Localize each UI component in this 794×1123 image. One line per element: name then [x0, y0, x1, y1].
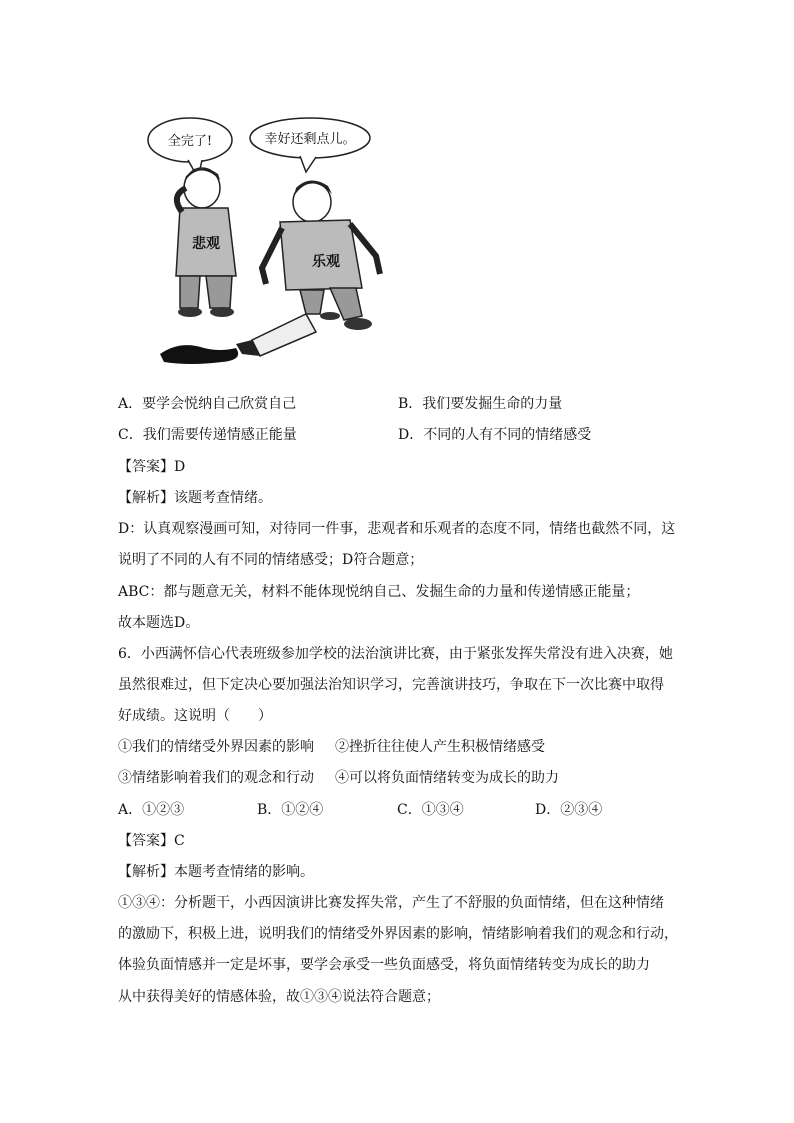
q6-option-d: D．②③④: [535, 802, 603, 818]
q5-answer: 【答案】D: [118, 459, 186, 475]
q6-statement-3: ③情绪影响着我们的观念和行动: [118, 770, 314, 786]
q6-analysis-line-5: 从中获得美好的情感体验，故①③④说法符合题意；: [118, 989, 440, 1005]
q6-analysis-line-1: 【解析】本题考查情绪的影响。: [118, 864, 314, 880]
q6-option-a: A．①②③: [118, 802, 185, 818]
q5-analysis-line-4: ABC：都与题意无关，材料不能体现悦纳自己、发掘生命的力量和传递情感正能量；: [118, 584, 640, 600]
q5-option-b: B．我们要发掘生命的力量: [398, 396, 563, 412]
q5-option-c: C．我们需要传递情感正能量: [118, 427, 297, 443]
q5-option-a: A．要学会悦纳自己欣赏自己: [118, 396, 297, 412]
bubble-right-text: 幸好还剩点儿。: [264, 132, 356, 147]
q6-analysis-line-4: 体验负面情感并一定是坏事，要学会承受一些负面感受，将负面情绪转变为成长的助力: [118, 957, 650, 973]
q5-analysis-line-1: 【解析】该题考查情绪。: [118, 490, 272, 506]
q5-analysis-line-5: 故本题选D。: [118, 615, 200, 631]
q6-analysis-line-3: 的激励下，积极上进，说明我们的情绪受外界因素的影响，情绪影响着我们的观念和行动，: [118, 926, 678, 942]
shirt-right-text: 乐观: [312, 254, 340, 270]
q6-option-b: B．①②④: [257, 802, 324, 818]
bubble-left-text: 全完了!: [167, 134, 213, 149]
pessimist-figure: [176, 168, 236, 317]
q5-analysis-line-2: D：认真观察漫画可知，对待同一件事，悲观者和乐观者的态度不同，情绪也截然不同，这: [118, 521, 676, 537]
speech-bubble-left: [148, 118, 232, 178]
q6-statement-4: ④可以将负面情绪转变为成长的助力: [335, 770, 559, 786]
q6-answer: 【答案】C: [118, 833, 185, 849]
q5-option-d: D．不同的人有不同的情绪感受: [398, 427, 592, 443]
q6-analysis-line-2: ①③④：分析题干，小西因演讲比赛发挥失常，产生了不舒服的负面情绪，但在这种情绪: [118, 895, 664, 911]
q6-statement-2: ②挫折往往使人产生积极情绪感受: [335, 739, 545, 755]
optimist-figure: [262, 180, 380, 330]
speech-bubble-right: [250, 118, 370, 172]
q6-stem-line-3: 好成绩。这说明（ ）: [118, 708, 272, 724]
cartoon-illustration: [140, 108, 400, 370]
shirt-left-text: 悲观: [192, 236, 220, 252]
spilled-bottle: [160, 314, 316, 364]
q5-analysis-line-3: 说明了不同的人有不同的情绪感受；D符合题意；: [118, 552, 424, 568]
q6-option-c: C．①③④: [397, 802, 464, 818]
q6-stem-line-2: 虽然很难过，但下定决心要加强法治知识学习，完善演讲技巧，争取在下一次比赛中取得: [118, 677, 664, 693]
q6-statement-1: ①我们的情绪受外界因素的影响: [118, 739, 314, 755]
q6-stem-line-1: 6．小西满怀信心代表班级参加学校的法治演讲比赛，由于紧张发挥失常没有进入决赛，她: [118, 646, 673, 662]
